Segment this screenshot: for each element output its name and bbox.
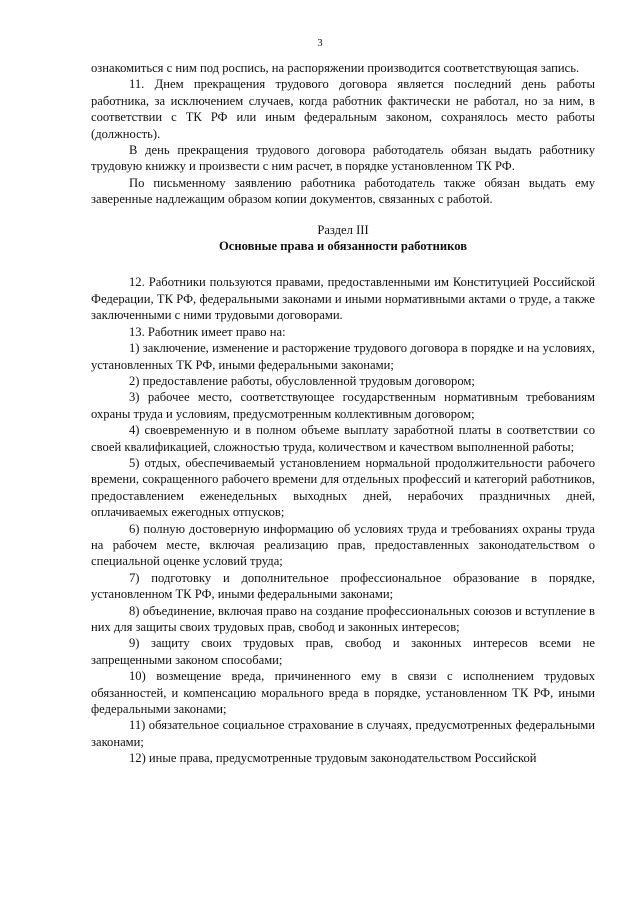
list-item-right-1: 1) заключение, изменение и расторжение трудового договора в порядке и на условиях, установленных ТК РФ, иными федеральными законами; [91,341,595,372]
section-heading [91,222,595,255]
paragraph-termination-day: В день прекращения трудового договора работодатель обязан выдать работнику трудовую книжку и произвести с ним расчет, в порядке установленном ТК РФ. [91,143,595,174]
document-body [91,60,595,767]
list-item-right-11: 11) обязательное социальное страхование в случаях, предусмотренных федеральными законами; [91,718,595,749]
list-item-right-10: 10) возмещение вреда, причиненного ему в связи с исполнением трудовых обязанностей, и компенсацию морального вреда в порядке, установленном ТК РФ, иными федеральными законами; [91,669,595,717]
paragraph-clause-13: 13. Работник имеет право на: [129,324,286,339]
section-title: Основные права и обязанности работников [218,239,468,254]
paragraph-clause-11: 11. Днем прекращения трудового договора является последний день работы работника, за исключением случаев, когда работник фактически не работал, но за ним, в соответствии с ТК РФ или иным федеральным законом, сохранялось место работы (должность). [91,77,595,141]
list-item-right-4: 4) своевременную и в полном объеме выплату заработной платы в соответствии со своей квалификацией, сложностью труда, количеством и качеством выполненной работы; [91,423,595,454]
list-item-right-2: 2) предоставление работы, обусловленной трудовым договором; [129,373,475,388]
section-label: Раздел III [317,222,369,237]
list-item-right-12: 12) иные права, предусмотренные трудовым законодательством Российской [129,751,537,766]
paragraph-continuation: ознакомиться с ним под роспись, на распоряжении производится соответствующая запись. [91,61,580,75]
paragraph-copies-request: По письменному заявлению работника работодатель также обязан выдать ему заверенные надлежащим образом копии документов, связанных с работой. [91,175,595,207]
list-item-right-3: 3) рабочее место, соответствующее государственным нормативным требованиям охраны труда и условиям, предусмотренным коллективным договором; [91,390,595,421]
list-item-right-7: 7) подготовку и дополнительное профессиональное образование в порядке, установленном ТК РФ, иными федеральными законами; [91,570,595,602]
list-item-right-5: 5) отдых, обеспечиваемый установлением нормальной продолжительности рабочего времени, сокращенного рабочего времени для отдельных профессий и категорий работников, предоставлением еженедельных выходных дней, нерабочих праздничных дней, оплачиваемых ежегодных отпусков; [91,455,595,520]
list-item-right-8: 8) объединение, включая право на создание профессиональных союзов и вступление в них для защиты своих трудовых прав, свобод и законных интересов; [91,603,595,634]
paragraph-clause-12: 12. Работники пользуются правами, предоставленными им Конституцией Российской Федерации, ТК РФ, федеральными законами и иными нормативными актами о труде, а также заключенными с ними трудовыми договорами. [91,275,595,323]
page-number: 3 [317,38,323,49]
list-item-right-6: 6) полную достоверную информацию об условиях труда и требованиях охраны труда на рабочем месте, включая реализацию прав, предоставленных законодательством о специальной оценке условий труда; [91,521,595,569]
list-item-right-9: 9) защиту своих трудовых прав, свобод и законных интересов всеми не запрещенными законом способами; [91,636,595,667]
